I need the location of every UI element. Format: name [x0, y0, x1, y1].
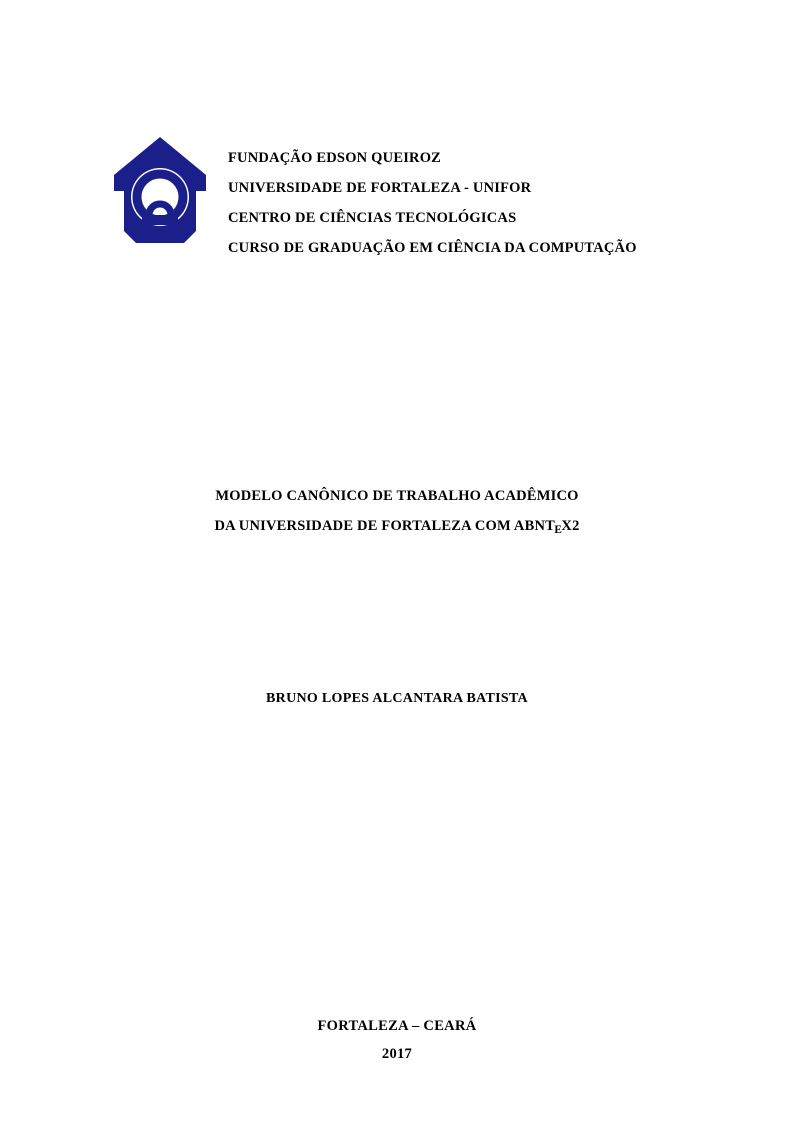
title-line-2-prefix: DA UNIVERSIDADE DE FORTALEZA COM ABNT: [214, 518, 556, 534]
city-label: FORTALEZA – CEARÁ: [317, 1018, 477, 1034]
institution-line-1: FUNDAÇÃO EDSON QUEIROZ: [228, 150, 442, 166]
document-title: [0, 481, 794, 545]
author-name: BRUNO LOPES ALCANTARA BATISTA: [266, 691, 528, 706]
header-block: [112, 133, 712, 263]
institution-line-4: CURSO DE GRADUAÇÃO EM CIÊNCIA DA COMPUTAÇÃO: [228, 240, 637, 256]
title-line-2-suffix: X2: [561, 518, 580, 534]
title-line-2-sub: E: [554, 524, 563, 537]
author-block: [0, 691, 794, 707]
unifor-logo-icon: [112, 135, 208, 247]
institution-line-3: CENTRO DE CIÊNCIAS TECNOLÓGICAS: [228, 210, 517, 226]
footer-block: [0, 1012, 794, 1068]
institution-lines: [228, 133, 637, 263]
title-line-1: MODELO CANÔNICO DE TRABALHO ACADÊMICO: [215, 488, 579, 504]
title-line-2: [0, 511, 794, 545]
year-label: 2017: [381, 1046, 413, 1062]
institution-line-2: UNIVERSIDADE DE FORTALEZA - UNIFOR: [228, 180, 532, 196]
